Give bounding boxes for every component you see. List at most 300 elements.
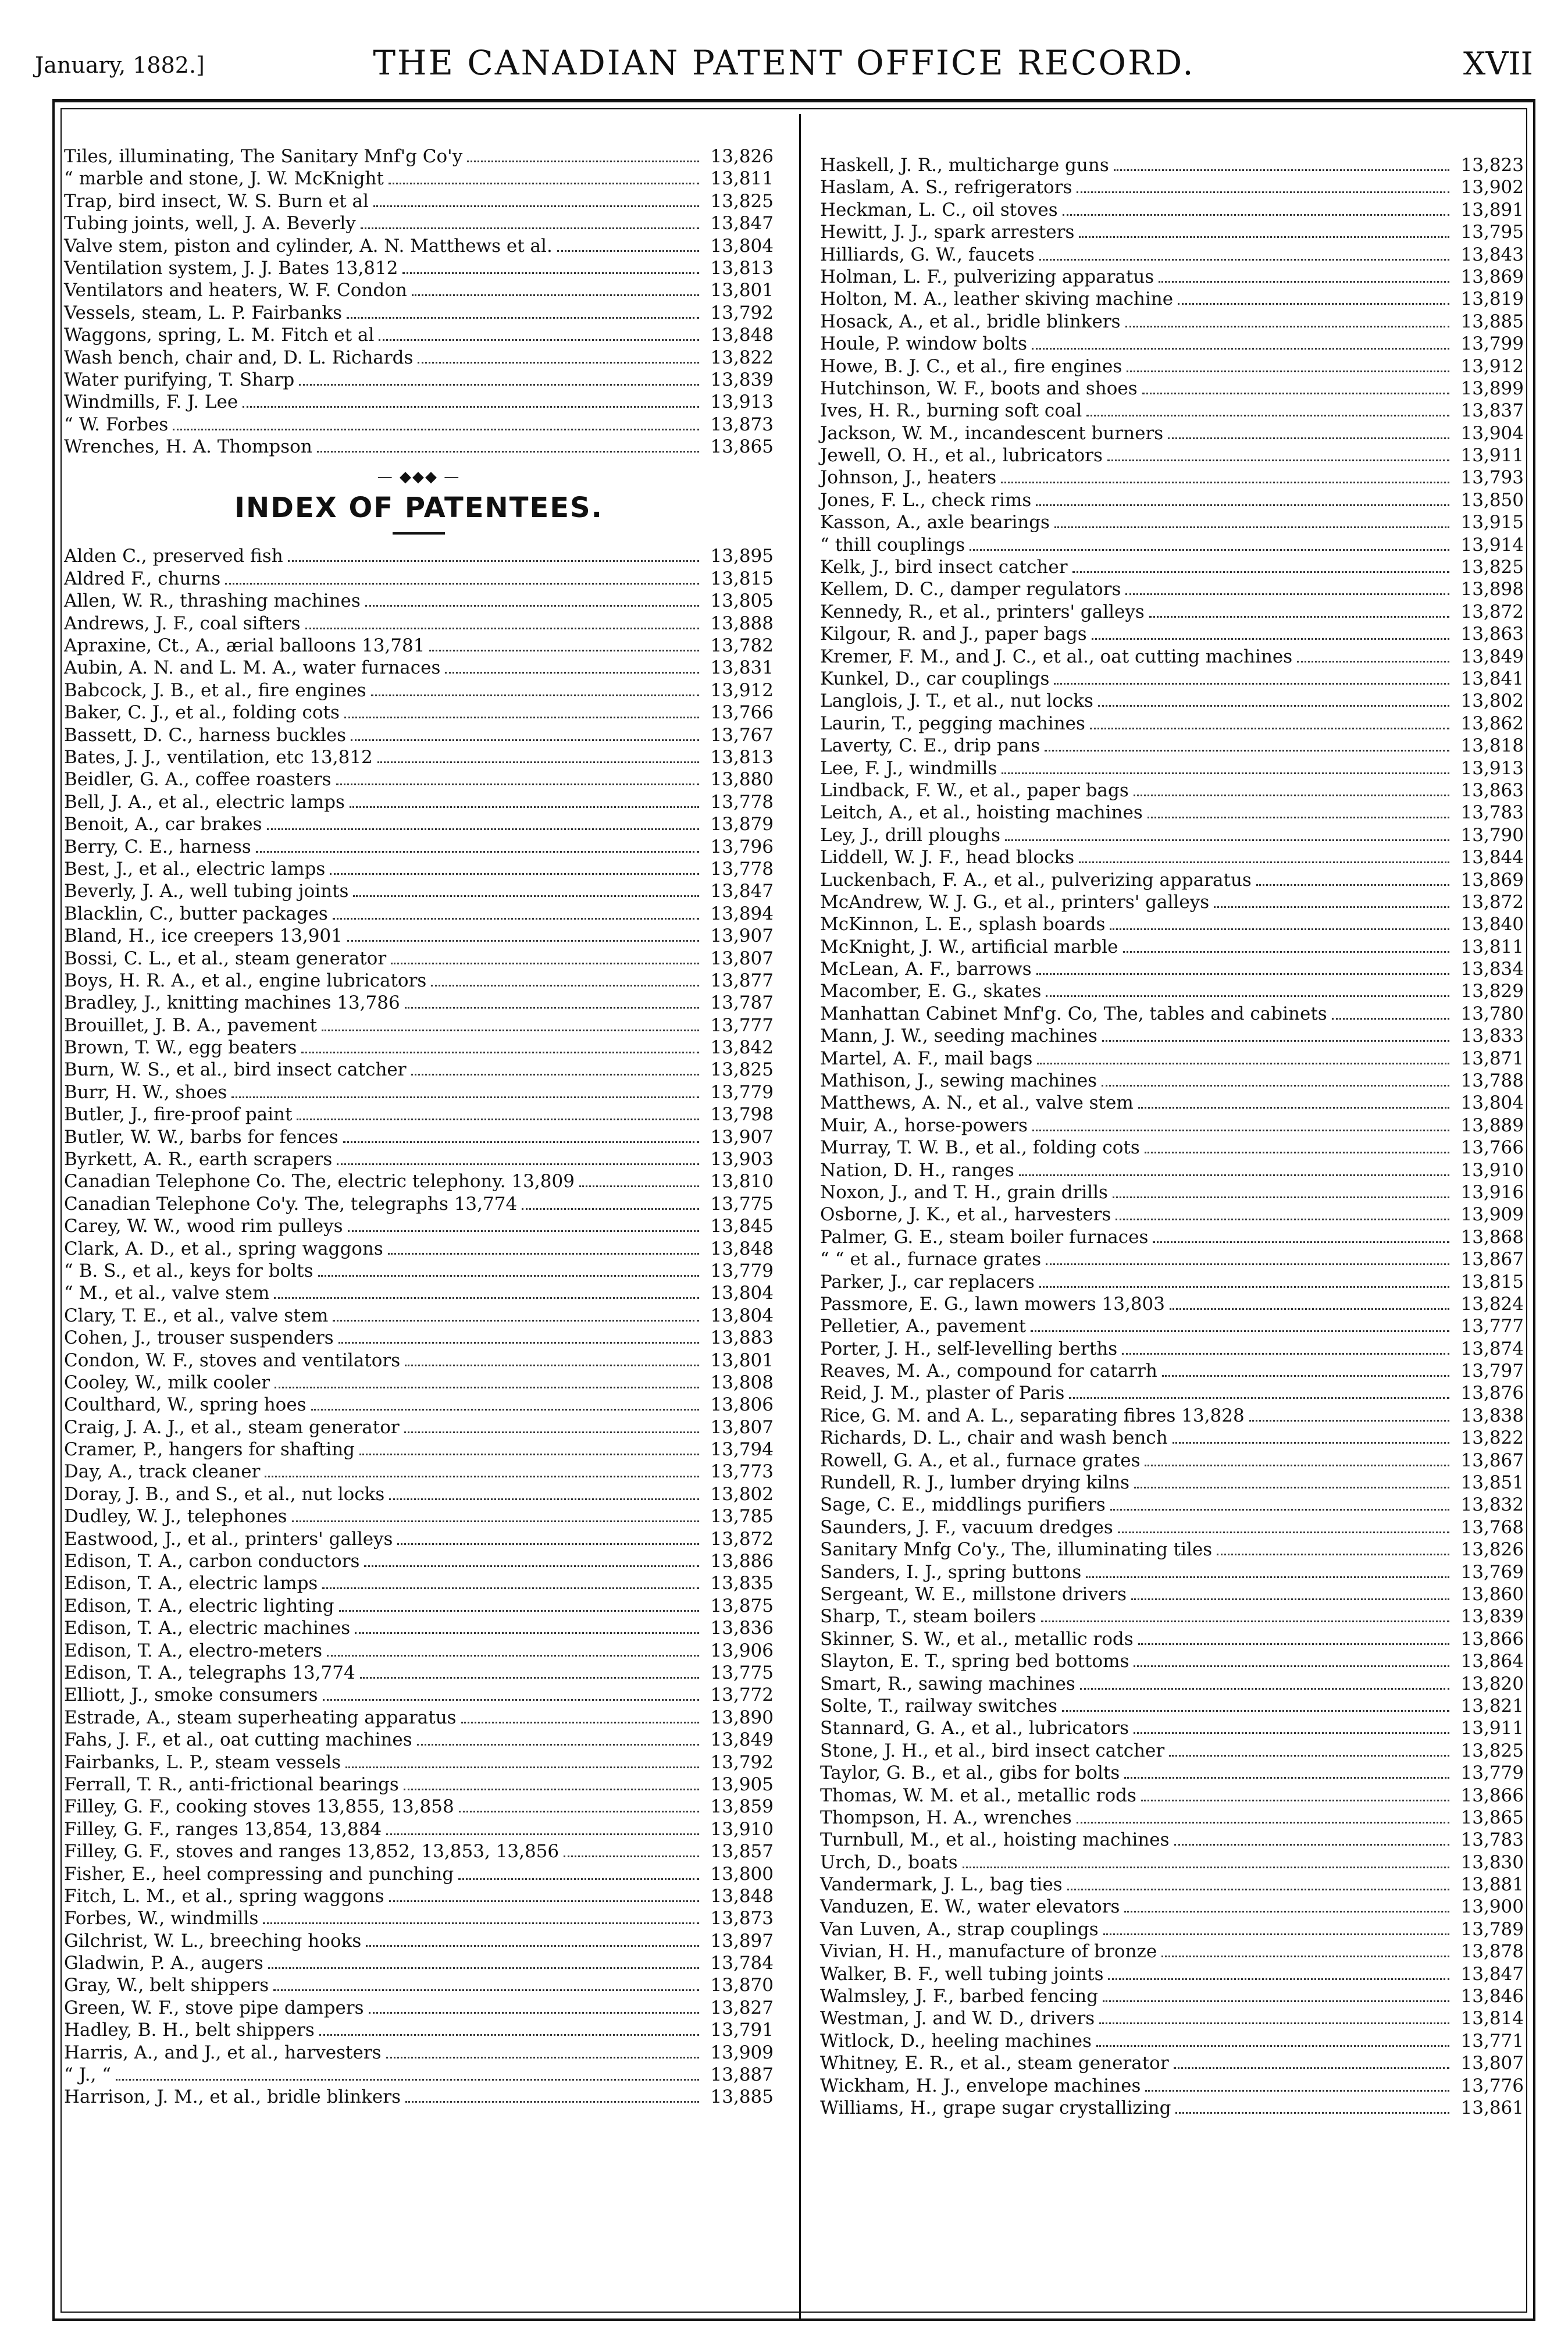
index-entry [64,1148,774,1170]
index-entry [64,1059,774,1081]
index-entry [820,1628,1524,1650]
dot-leader [404,1431,699,1433]
dot-leader [297,1119,699,1120]
entry-text: Slayton, E. T., spring bed bottoms [820,1651,1129,1672]
entry-text: Canadian Telephone Co'y. The, telegraphs 13,774 [64,1193,518,1215]
entry-text: Houle, P. window bolts [820,333,1028,355]
dot-leader [274,1297,699,1299]
index-entry [64,347,774,369]
patent-number: 13,874 [1460,1338,1524,1359]
patent-number: 13,808 [710,1372,774,1393]
index-entry [64,1640,774,1662]
dot-leader [273,1989,699,1991]
index-entry [64,724,774,746]
patent-number: 13,831 [710,657,774,679]
index-entry [820,266,1524,288]
patent-number: 13,791 [710,2020,774,2041]
dot-leader [1134,1487,1449,1488]
patent-number: 13,907 [710,1126,774,1148]
entry-text: Vanduzen, E. W., water elevators [820,1896,1120,1918]
index-entry [64,858,774,880]
entry-text: Day, A., track cleaner [64,1461,261,1483]
dot-leader [347,940,699,942]
patent-number: 13,822 [1460,1427,1524,1449]
entry-text: Gilchrist, W. L., breeching hooks [64,1930,362,1951]
entry-text: Cramer, P., hangers for shafting [64,1439,355,1461]
entry-text: Laverty, C. E., drip pans [820,735,1040,757]
index-entry [820,1003,1524,1025]
dot-leader [377,761,699,763]
dot-leader [1122,1353,1449,1355]
entry-text: Allen, W. R., thrashing machines [64,590,361,612]
dot-leader [963,1867,1449,1868]
index-entry [64,970,774,992]
entry-text: Babcock, J. B., et al., fire engines [64,679,366,701]
dot-leader [1079,861,1449,863]
dot-leader [353,895,699,897]
dot-leader [333,918,699,920]
dot-leader [355,1632,699,1634]
entry-text: Fitch, L. M., et al., spring waggons [64,1885,384,1907]
patent-number: 13,823 [1460,155,1524,176]
index-entry [64,369,774,391]
entry-text: Holman, L. F., pulverizing apparatus [820,266,1154,287]
index-entry [64,1974,774,1996]
entry-text: Lee, F. J., windmills [820,757,997,779]
entry-text: Rowell, G. A., et al., furnace grates [820,1449,1141,1471]
right-column [820,154,1524,2119]
patent-number: 13,915 [1460,512,1524,533]
patent-number: 13,905 [710,1773,774,1795]
entry-text: Vandermark, J. L., bag ties [820,1874,1063,1896]
patent-number: 13,840 [1460,914,1524,935]
index-entry [820,333,1524,355]
dot-leader [1001,482,1449,483]
index-entry [820,824,1524,846]
dot-leader [364,1565,699,1567]
entry-text: Water purifying, T. Sharp [64,369,295,390]
entry-text: Kelk, J., bird insect catcher [820,557,1068,578]
dot-leader [458,1878,699,1880]
index-entry [820,735,1524,757]
patent-number: 13,878 [1460,1941,1524,1963]
patent-number: 13,897 [710,1930,774,1951]
dot-leader [391,963,699,964]
index-entry [820,1048,1524,1070]
patent-number: 13,772 [710,1684,774,1706]
dot-leader [1046,1263,1449,1265]
index-entry [64,2064,774,2086]
index-entry [64,1193,774,1215]
entry-text: Stannard, G. A., et al., lubricators [820,1718,1129,1739]
index-entry [820,578,1524,600]
index-entry [820,1248,1524,1270]
dot-leader [1145,1465,1449,1466]
index-entry [820,1494,1524,1516]
patent-number: 13,807 [710,1416,774,1438]
dot-leader [1069,1397,1449,1399]
patent-number: 13,779 [710,1081,774,1103]
dot-leader [343,1141,699,1143]
entry-text: Canadian Telephone Co. The, electric telephony. 13,809 [64,1171,575,1192]
entry-text: Ventilation system, J. J. Bates 13,812 [64,257,398,279]
index-entry [820,1940,1524,1963]
index-entry [64,235,774,257]
dot-leader [1041,1621,1449,1622]
dot-leader [263,1922,699,1924]
entry-text: Harrison, J. M., et al., bridle blinkers [64,2086,401,2108]
entry-text: Lindback, F. W., et al., paper bags [820,779,1129,801]
index-entry [64,1483,774,1505]
index-entry [64,612,774,635]
index-entry [820,1985,1524,2007]
index-entry [64,1840,774,1862]
index-entry [820,221,1524,243]
dot-leader [1127,371,1449,372]
dot-leader [1162,1375,1449,1377]
patent-number: 13,867 [1460,1249,1524,1270]
dot-leader [1108,1978,1449,1980]
patent-number: 13,899 [1460,377,1524,399]
entry-text: Craig, J. A. J., et al., steam generator [64,1416,400,1438]
entry-text: Byrkett, A. R., earth scrapers [64,1149,333,1170]
patent-number: 13,835 [710,1573,774,1594]
entry-text: Westman, J. and W. D., drivers [820,2008,1095,2029]
page-header [35,41,1533,87]
entry-text: Luckenbach, F. A., et al., pulverizing apparatus [820,869,1252,891]
index-entry [64,1818,774,1840]
patent-number: 13,839 [710,369,774,390]
patent-number: 13,769 [1460,1561,1524,1583]
entry-text: Parker, J., car replacers [820,1271,1035,1292]
patent-number: 13,793 [1460,467,1524,489]
dot-leader [1039,1286,1449,1288]
entry-text: Jones, F. L., check rims [820,489,1032,511]
entry-text: Macomber, E. G., skates [820,981,1042,1002]
dot-leader [1145,1152,1449,1153]
entry-text: Butler, W. W., barbs for fences [64,1126,338,1148]
index-entry [820,511,1524,533]
dot-leader [366,1945,699,1947]
index-entry [820,1315,1524,1337]
patent-number: 13,782 [710,635,774,657]
patent-number: 13,912 [1460,355,1524,377]
index-entry [820,1070,1524,1092]
patent-number: 13,802 [1460,690,1524,712]
patent-number: 13,865 [1460,1807,1524,1828]
entry-text: Trap, bird insect, W. S. Burn et al [64,190,369,212]
entry-text: Bland, H., ice creepers 13,901 [64,925,343,947]
index-entry [820,1427,1524,1449]
index-entry [64,1617,774,1639]
dot-leader [1107,460,1449,461]
dot-leader [265,1476,699,1477]
index-entry [64,1327,774,1349]
patent-number: 13,773 [710,1461,774,1483]
patent-number: 13,836 [710,1618,774,1639]
subject-index-continued [64,145,774,458]
index-entry [820,1405,1524,1427]
index-entry [820,1717,1524,1739]
patent-number: 13,838 [1460,1405,1524,1426]
index-entry [64,257,774,279]
index-entry [64,168,774,190]
patent-number: 13,777 [1460,1316,1524,1337]
entry-text: Porter, J. H., self-levelling berths [820,1338,1118,1359]
entry-text: Murray, T. W. B., et al., folding cots [820,1137,1140,1159]
patent-number: 13,862 [1460,713,1524,734]
dot-leader [371,695,699,696]
entry-text: Ley, J., drill ploughs [820,824,1000,846]
dot-leader [411,1074,699,1075]
index-entry [820,1293,1524,1315]
patent-number: 13,909 [710,2042,774,2063]
patent-number: 13,813 [710,257,774,279]
index-entry [64,768,774,790]
patent-number: 13,802 [710,1483,774,1505]
patent-number: 13,912 [710,679,774,701]
dot-leader [1125,593,1449,595]
patent-number: 13,819 [1460,289,1524,310]
index-entry [820,1740,1524,1762]
patent-number: 13,814 [1460,2008,1524,2029]
entry-text: Butler, J., fire-proof paint [64,1104,293,1126]
patent-number: 13,900 [1460,1896,1524,1918]
entry-text: Ives, H. R., burning soft coal [820,400,1082,422]
dot-leader [459,1811,699,1812]
entry-text: Filley, G. F., ranges 13,854, 13,884 [64,1818,382,1840]
patent-number: 13,771 [1460,2030,1524,2052]
dot-leader [1124,1911,1449,1912]
dot-leader [1332,1018,1449,1020]
entry-text: Taylor, G. B., et al., gibs for bolts [820,1762,1120,1784]
patent-number: 13,824 [1460,1293,1524,1315]
entry-text: Passmore, E. G., lawn mowers 13,803 [820,1293,1165,1315]
dot-leader [379,339,699,341]
entry-text: Langlois, J. T., et al., nut locks [820,690,1093,712]
dot-leader [173,429,699,430]
index-entry [64,1170,774,1192]
index-entry [64,1394,774,1416]
patent-number: 13,911 [1460,1718,1524,1739]
entry-text: Kellem, D. C., damper regulators [820,579,1121,600]
entry-text: Kunkel, D., car couplings [820,668,1050,689]
dot-leader [347,317,699,319]
entry-text: Pelletier, A., pavement [820,1316,1027,1337]
index-entry [820,311,1524,333]
entry-text: Thomas, W. M. et al., metallic rods [820,1785,1136,1806]
patent-number: 13,839 [1460,1606,1524,1627]
patent-number: 13,851 [1460,1472,1524,1494]
dot-leader [389,1498,699,1500]
patent-number: 13,875 [710,1595,774,1616]
patent-number: 13,889 [1460,1114,1524,1136]
index-entry [820,1762,1524,1784]
index-entry [64,1416,774,1438]
entry-text: Cooley, W., milk cooler [64,1372,270,1393]
dot-leader [1102,1085,1449,1087]
entry-text: Sanders, I. J., spring buttons [820,1561,1082,1583]
entry-text: Cohen, J., trouser suspenders [64,1327,334,1349]
index-entry [64,302,774,324]
entry-text: Bell, J. A., et al., electric lamps [64,791,345,813]
patent-number: 13,783 [1460,1829,1524,1851]
entry-text: Aubin, A. N. and L. M. A., water furnaces [64,657,441,679]
dot-leader [301,1052,699,1053]
entry-text: Matthews, A. N., et al., valve stem [820,1092,1134,1114]
index-entry [64,212,774,234]
patent-number: 13,792 [710,302,774,323]
patent-number: 13,890 [710,1707,774,1728]
patent-number: 13,870 [710,1975,774,1996]
index-entry [64,1260,774,1282]
index-entry [64,992,774,1014]
entry-text: Witlock, D., heeling machines [820,2030,1092,2052]
index-entry [64,1863,774,1885]
patent-number: 13,822 [710,347,774,368]
patent-number: 13,797 [1460,1361,1524,1382]
index-entry [820,489,1524,511]
patent-number: 13,776 [1460,2075,1524,2096]
entry-text: Vessels, steam, L. P. Fairbanks [64,302,343,323]
entry-text: Laurin, T., pegging machines [820,713,1085,734]
dot-leader [292,1520,699,1522]
index-entry [64,391,774,413]
index-entry [820,779,1524,802]
patent-number: 13,798 [710,1104,774,1126]
patent-number: 13,864 [1460,1651,1524,1672]
dot-leader [339,1610,699,1612]
patent-number: 13,863 [1460,624,1524,645]
column-divider [799,114,801,2318]
dot-leader [1142,393,1449,394]
entry-text: Palmer, G. E., steam boiler furnaces [820,1226,1149,1248]
index-entry [64,1282,774,1304]
entry-text: Reid, J. M., plaster of Paris [820,1383,1065,1404]
dot-leader [348,1230,699,1232]
index-entry [820,1874,1524,1896]
patent-number: 13,806 [710,1394,774,1416]
patent-number: 13,800 [710,1863,774,1885]
patent-number: 13,834 [1460,959,1524,980]
entry-text: Ferrall, T. R., anti-frictional bearings [64,1773,399,1795]
dot-leader [405,1007,699,1009]
dot-leader [429,650,699,651]
index-entry [64,635,774,657]
patent-number: 13,850 [1460,489,1524,511]
entry-text: Edison, T. A., electric machines [64,1618,351,1639]
entry-text: “ J., “ [64,2064,112,2086]
dot-leader [317,451,699,453]
entry-text: Manhattan Cabinet Mnf'g. Co, The, tables and cabinets [820,1003,1327,1024]
patent-number: 13,885 [1460,311,1524,332]
dot-leader [1249,1420,1449,1422]
entry-text: Whitney, E. R., et al., steam generator [820,2053,1169,2074]
header-title: THE CANADIAN PATENT OFFICE RECORD. [373,43,1195,83]
entry-text: Turnbull, M., et al., hoisting machines [820,1829,1170,1851]
index-entry [64,1773,774,1796]
entry-text: Bradley, J., knitting machines 13,786 [64,992,400,1014]
patent-number: 13,768 [1460,1516,1524,1538]
patent-number: 13,863 [1460,779,1524,801]
patent-number: 13,883 [710,1327,774,1349]
dot-leader [327,1655,699,1657]
patent-number: 13,872 [1460,891,1524,913]
entry-text: Elliott, J., smoke consumers [64,1684,318,1706]
patentee-index-right [820,154,1524,2119]
page-number: XVII [1463,45,1533,82]
index-entry [64,1885,774,1907]
dot-leader [1045,750,1449,752]
patent-number: 13,903 [710,1149,774,1170]
patent-number: 13,911 [1460,445,1524,466]
index-entry [64,880,774,902]
index-entry [64,2042,774,2064]
dot-leader [365,605,699,607]
patent-number: 13,825 [710,1059,774,1081]
patent-number: 13,913 [710,391,774,413]
patent-number: 13,847 [710,213,774,234]
entry-text: Filley, G. F., cooking stoves 13,855, 13,858 [64,1796,454,1818]
entry-text: Beverly, J. A., well tubing joints [64,881,349,902]
entry-text: Andrews, J. F., coal sifters [64,612,301,634]
index-entry [64,1305,774,1327]
dot-leader [361,227,699,229]
index-entry [820,668,1524,690]
patent-number: 13,847 [710,881,774,902]
patent-number: 13,820 [1460,1673,1524,1694]
patent-number: 13,805 [710,590,774,612]
index-entry [820,936,1524,958]
entry-text: Edison, T. A., electric lighting [64,1595,334,1616]
dot-leader [1118,1532,1449,1533]
entry-text: Nation, D. H., ranges [820,1159,1014,1181]
dot-leader [1062,1710,1449,1712]
entry-text: Reaves, M. A., compound for catarrh [820,1361,1157,1382]
patent-number: 13,837 [1460,400,1524,422]
dot-leader [402,272,699,274]
patent-number: 13,888 [710,612,774,634]
entry-text: Richards, D. L., chair and wash bench [820,1427,1168,1449]
entry-text: Brown, T. W., egg beaters [64,1037,297,1059]
patent-number: 13,833 [1460,1025,1524,1047]
dot-leader [1256,884,1449,886]
patent-number: 13,877 [710,970,774,991]
patent-number: 13,778 [710,791,774,813]
index-entry [820,1472,1524,1494]
index-entry [820,1114,1524,1137]
patent-number: 13,804 [710,1283,774,1304]
dot-leader [1086,415,1449,416]
dot-leader [418,362,699,364]
dot-leader [359,1454,699,1455]
index-entry [820,1271,1524,1293]
dot-leader [1134,1732,1449,1734]
patent-number: 13,787 [710,992,774,1014]
entry-text: Benoit, A., car brakes [64,814,262,835]
entry-text: Gray, W., belt shippers [64,1975,269,1996]
index-entry [820,400,1524,422]
dot-leader [1161,1956,1449,1957]
entry-text: Van Luven, A., strap couplings [820,1918,1099,1940]
patent-number: 13,778 [710,858,774,879]
dot-leader [386,1833,699,1835]
index-entry [64,746,774,768]
index-entry [64,590,774,612]
entry-text: Bassett, D. C., harness buckles [64,724,347,746]
index-entry [820,466,1524,489]
entry-text: Urch, D., boats [820,1851,958,1873]
